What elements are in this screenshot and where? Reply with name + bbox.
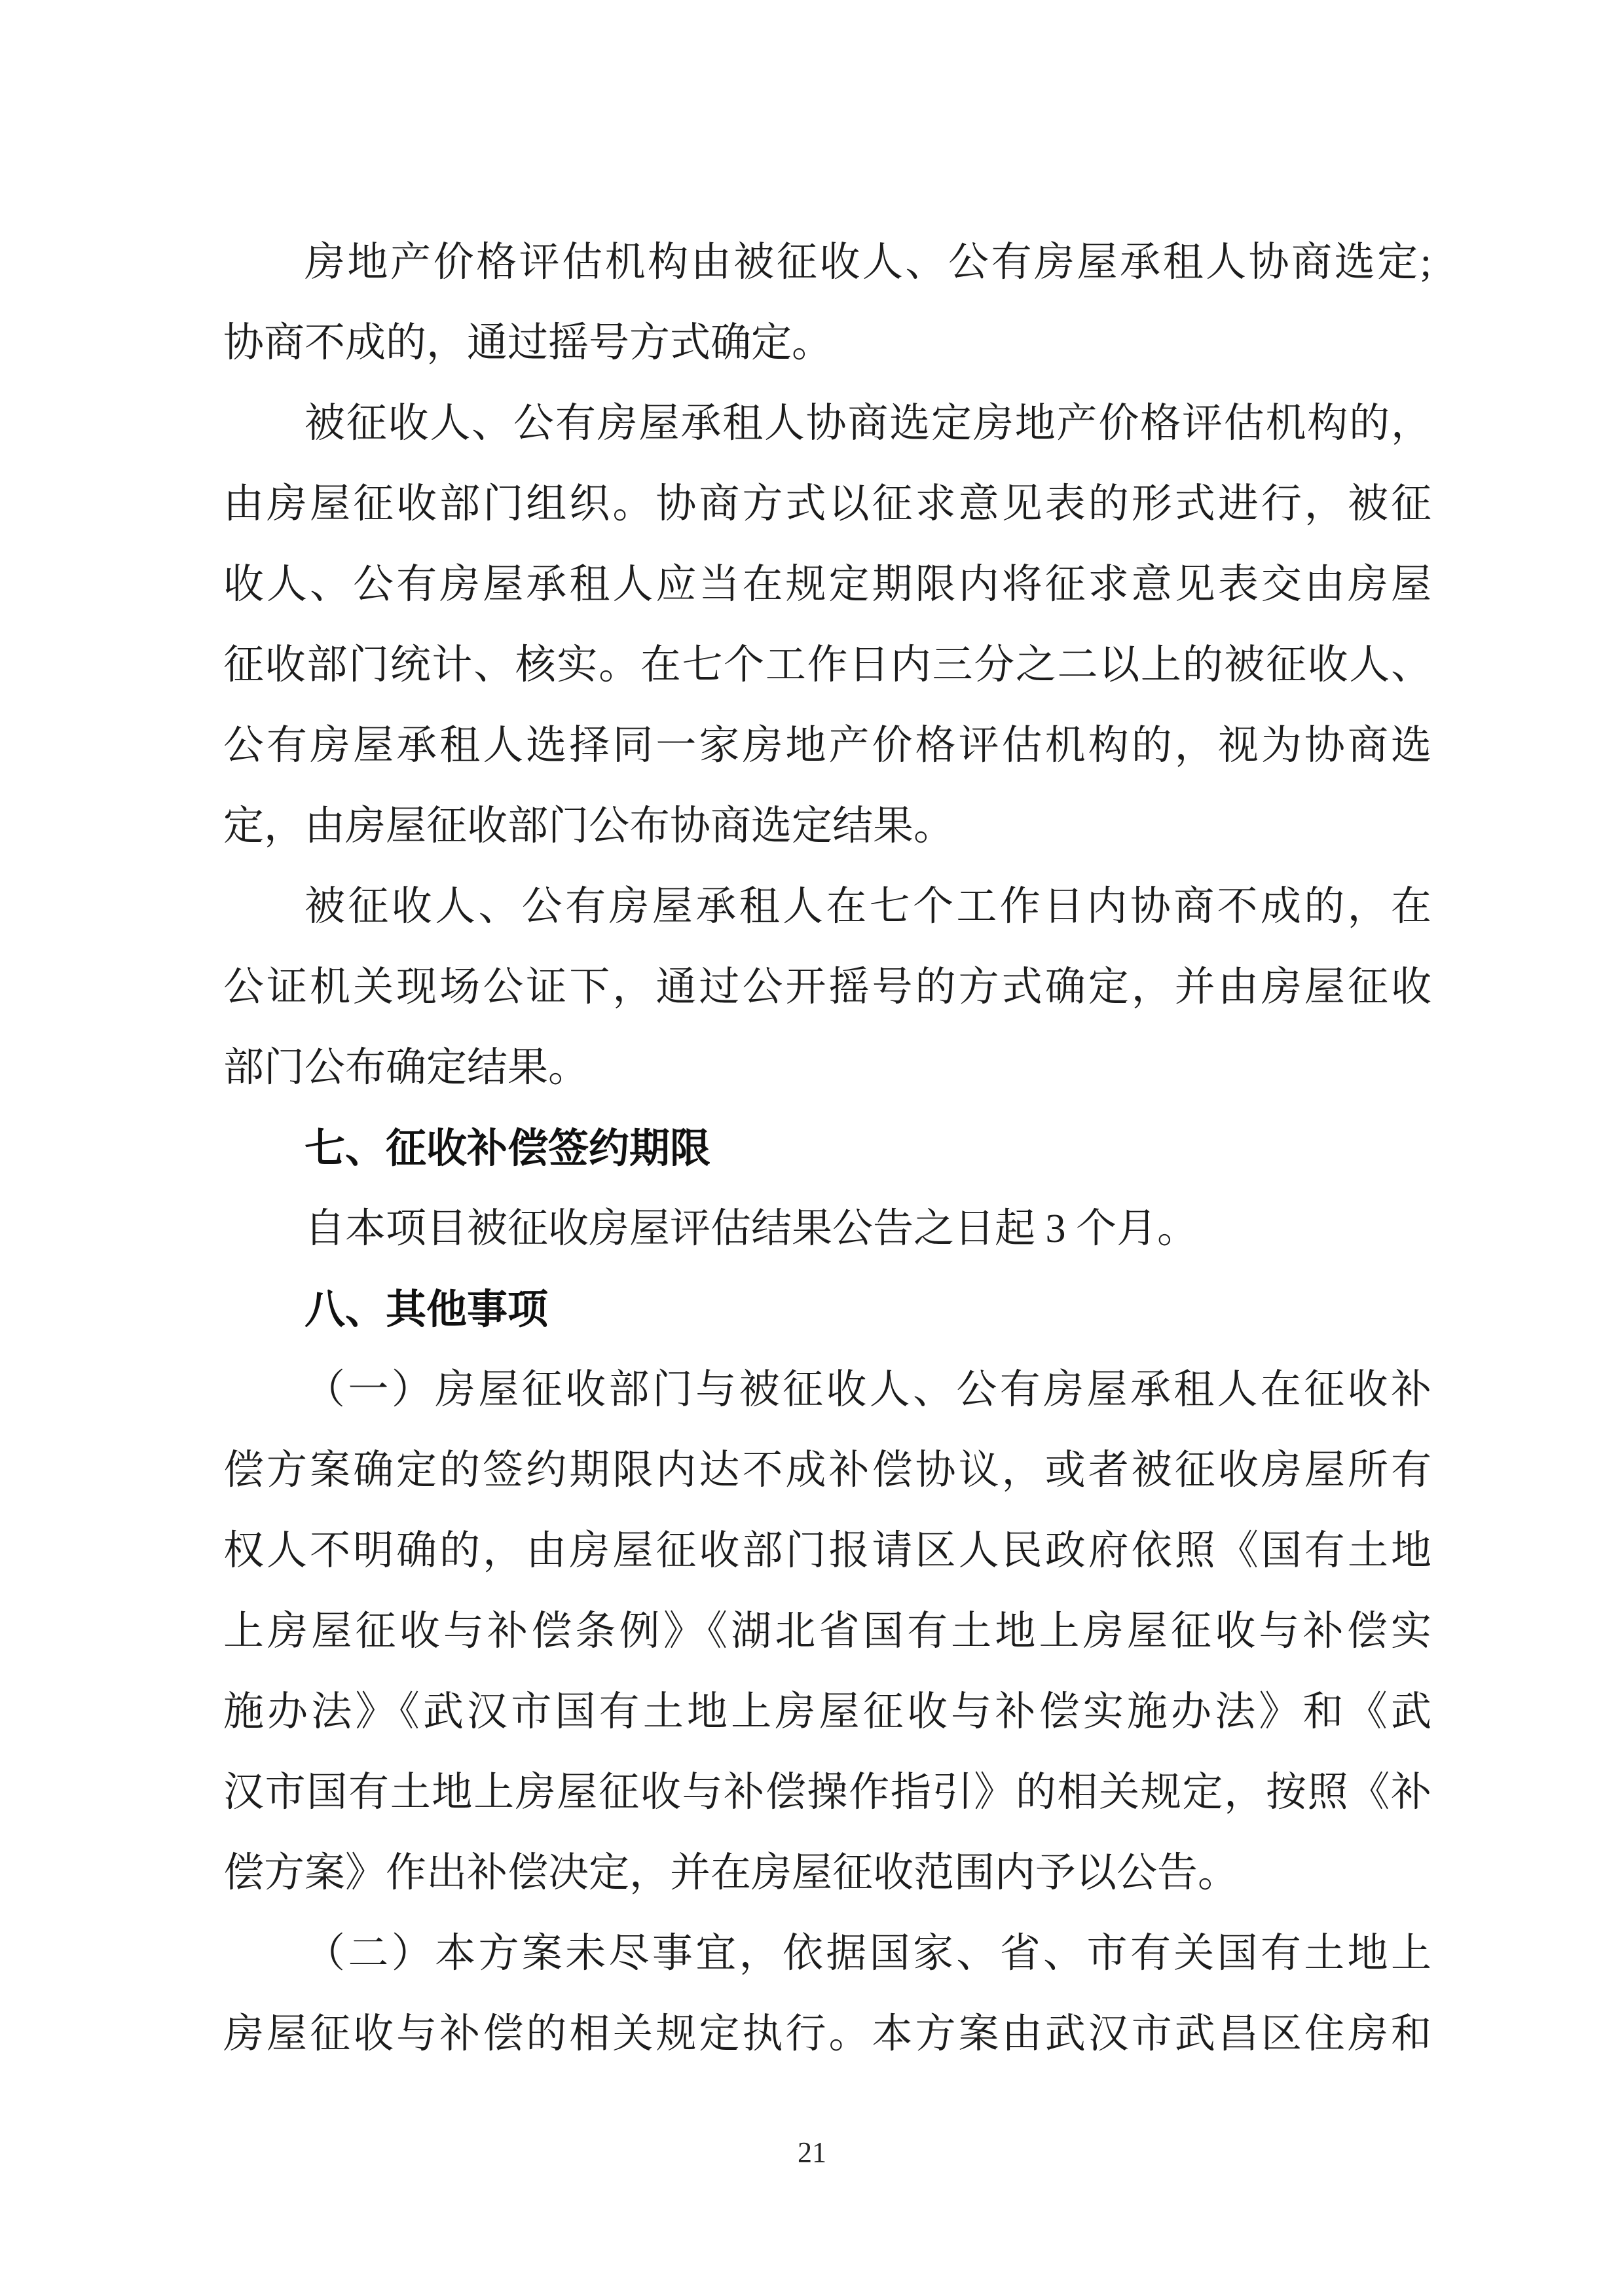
body-line: （二）本方案未尽事宜，依据国家、省、市有关国有土地上: [304, 1931, 1431, 1976]
body-line: 上房屋征收与补偿条例》《湖北省国有土地上房屋征收与补偿实: [223, 1609, 1431, 1654]
body-line: 由房屋征收部门组织。协商方式以征求意见表的形式进行，被征: [223, 482, 1431, 526]
body-line: 权人不明确的，由房屋征收部门报请区人民政府依照《国有土地: [223, 1529, 1431, 1573]
body-line: 定，由房屋征收部门公布协商选定结果。: [223, 804, 955, 848]
body-line: 协商不成的，通过摇号方式确定。: [223, 321, 833, 365]
section-heading-8: 八、其他事项: [304, 1287, 549, 1332]
body-line: 被征收人、公有房屋承租人在七个工作日内协商不成的，在: [304, 884, 1431, 929]
page-number: 21: [798, 2136, 826, 2168]
body-line: 房地产价格评估机构由被征收人、公有房屋承租人协商选定;: [304, 240, 1431, 285]
body-line: 公有房屋承租人选择同一家房地产价格评估机构的，视为协商选: [223, 723, 1431, 768]
body-line: 汉市国有土地上房屋征收与补偿操作指引》的相关规定，按照《补: [223, 1770, 1431, 1815]
body-line: （一）房屋征收部门与被征收人、公有房屋承租人在征收补: [304, 1368, 1431, 1412]
body-line: 收人、公有房屋承租人应当在规定期限内将征求意见表交由房屋: [223, 562, 1431, 607]
body-line: 被征收人、公有房屋承租人协商选定房地产价格评估机构的，: [304, 401, 1431, 446]
document-body: [223, 223, 1431, 2075]
body-line: 房屋征收与补偿的相关规定执行。本方案由武汉市武昌区住房和: [223, 2012, 1431, 2056]
body-line: 征收部门统计、核实。在七个工作日内三分之二以上的被征收人、: [223, 643, 1431, 687]
body-line: 部门公布确定结果。: [223, 1046, 589, 1090]
body-line: 自本项目被征收房屋评估结果公告之日起 3 个月。: [304, 1207, 1198, 1251]
body-line: 施办法》《武汉市国有土地上房屋征收与补偿实施办法》和《武: [223, 1690, 1431, 1734]
body-line: 偿方案确定的签约期限内达不成补偿协议，或者被征收房屋所有: [223, 1448, 1431, 1493]
body-line: 公证机关现场公证下，通过公开摇号的方式确定，并由房屋征收: [223, 965, 1431, 1010]
section-heading-7: 七、征收补偿签约期限: [304, 1126, 711, 1171]
body-line: 偿方案》作出补偿决定，并在房屋征收范围内予以公告。: [223, 1851, 1239, 1895]
